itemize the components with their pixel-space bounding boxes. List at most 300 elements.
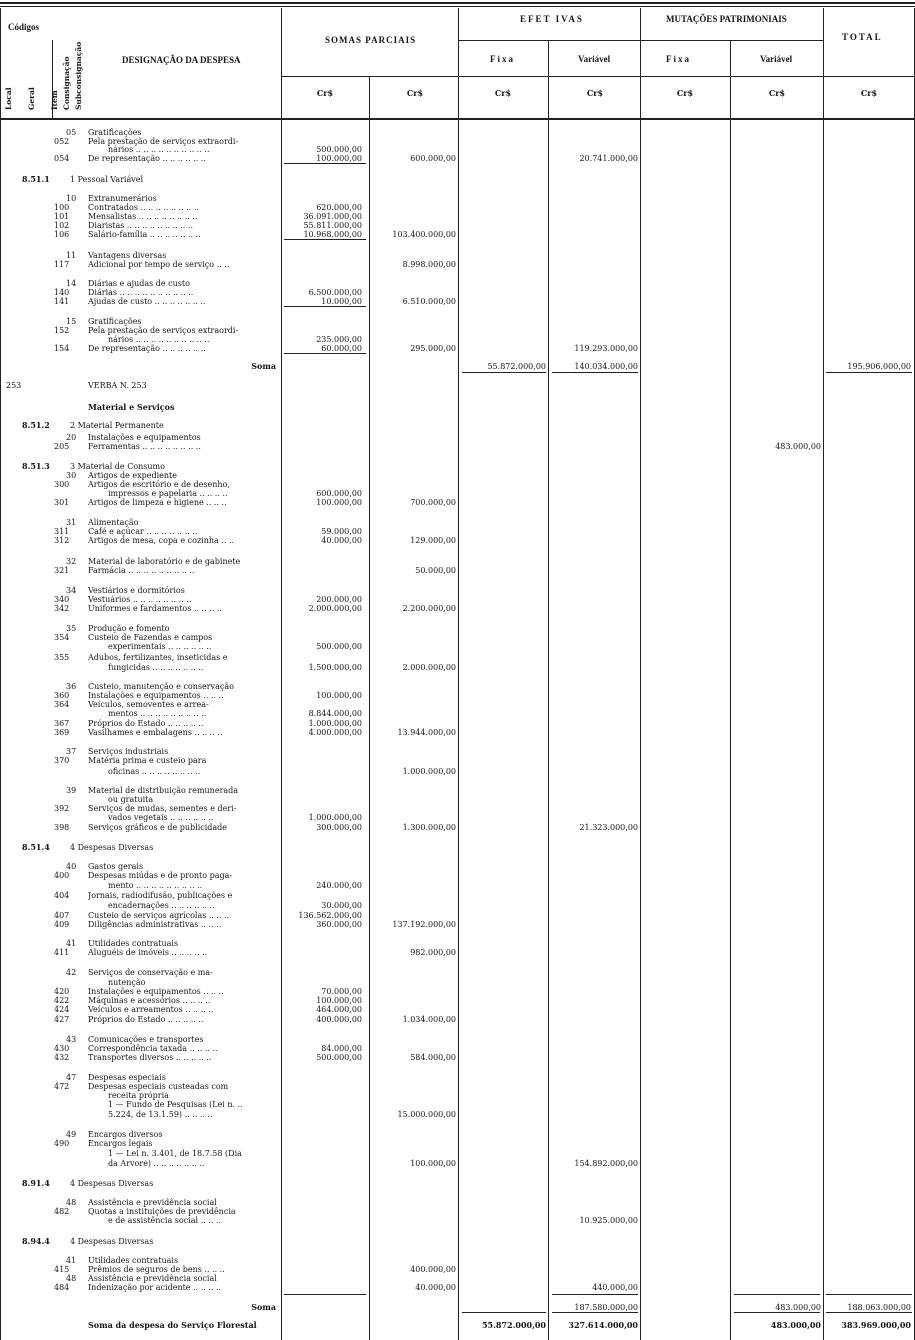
value-sp2: 584.000,00 <box>410 1053 456 1062</box>
value-sp1: 235.000,00 <box>316 335 362 344</box>
table-row <box>0 968 915 977</box>
row-description: Custeio de serviços agrícolas .. .. .. <box>88 911 230 920</box>
value-sp1: 84.000,00 <box>321 1044 362 1053</box>
value-ev: 327.614.000,00 <box>568 1320 638 1330</box>
value-sp1: 600.000,00 <box>316 489 362 498</box>
table-row <box>0 335 915 344</box>
value-sp2: 2.200.000,00 <box>402 604 456 613</box>
row-description: Diárias .. .. .. .. .. .. .. .. .. .. <box>88 288 194 297</box>
table-row <box>0 756 915 765</box>
row-description: encadernações .. .. .. .. .. .. <box>108 901 215 910</box>
row-description: Custeio de Fazendas e campos <box>88 633 213 642</box>
row-code: 409 <box>54 920 70 929</box>
rule-o <box>826 1312 912 1313</box>
row-description: Pela prestação de serviços extraordi- <box>88 326 239 335</box>
subconsignacao-label: Subconsignação <box>74 41 83 110</box>
codigos-label: Códigos <box>8 22 40 32</box>
value-sp1: 464.000,00 <box>316 1005 362 1014</box>
row-code: 8.51.3 <box>22 461 50 471</box>
rule-i <box>552 1294 638 1295</box>
row-description: Produção e fomento <box>88 624 170 633</box>
row-code: 472 <box>54 1082 70 1091</box>
row-code: 8.51.4 <box>22 842 50 852</box>
table-row <box>0 1216 915 1225</box>
row-code: 41 <box>66 939 77 948</box>
value-ev: 440.000,00 <box>592 1283 638 1292</box>
fixa2-label: Fixa <box>666 54 691 64</box>
currency-sp1: Cr$ <box>316 88 334 98</box>
row-code: 14 <box>66 279 77 288</box>
table-row <box>0 326 915 335</box>
row-description: 4 Despesas Diversas <box>70 1179 154 1188</box>
table-row <box>0 804 915 813</box>
row-code: 36 <box>66 682 77 691</box>
value-sp1: 60.000,00 <box>321 344 362 353</box>
row-description: Serviços gráficos e de publicidade <box>88 823 228 832</box>
table-row <box>0 489 915 498</box>
row-code: 40 <box>66 862 77 871</box>
table-row <box>0 901 915 910</box>
item-label: Item <box>50 90 59 110</box>
row-code: 420 <box>54 987 70 996</box>
table-row <box>0 1073 915 1082</box>
top-rule-2 <box>0 6 915 7</box>
value-sp2: 295.000,00 <box>410 344 456 353</box>
value-ev: 187.580.000,00 <box>574 1303 638 1312</box>
row-code: 47 <box>66 1073 77 1082</box>
table-row <box>0 862 915 871</box>
table-row <box>0 642 915 651</box>
row-code: 35 <box>66 624 77 633</box>
table-row <box>0 1149 915 1158</box>
row-code: 152 <box>54 326 70 335</box>
rule-d <box>284 353 366 354</box>
table-row <box>0 586 915 595</box>
table-row <box>0 442 915 451</box>
value-sp1: 36.091.000,00 <box>303 212 362 221</box>
value-tot: 195.906.000,00 <box>847 362 911 371</box>
row-code: 367 <box>54 719 70 728</box>
row-description: Diaristas .. .. .. .. .. .. .. .. .. <box>88 221 193 230</box>
row-description: Soma <box>251 362 276 371</box>
row-description: Pela prestação de serviços extraordi- <box>88 137 239 146</box>
value-sp2: 8.998.000,00 <box>402 260 456 269</box>
row-description: Vestiários e dormitórios <box>88 586 185 595</box>
row-code: 41 <box>66 1256 77 1265</box>
value-sp2: 700.000,00 <box>410 498 456 507</box>
row-description: Matéria prima e custeio para <box>88 756 207 765</box>
row-code: 490 <box>54 1139 70 1148</box>
table-row <box>0 421 915 430</box>
table-row <box>0 653 915 662</box>
row-description: Máquinas e acessórios .. .. .. .. <box>88 996 211 1005</box>
row-code: 101 <box>54 212 70 221</box>
value-sp1: 200.000,00 <box>316 595 362 604</box>
row-code: 140 <box>54 288 70 297</box>
row-description: ou gratuita <box>108 795 154 804</box>
row-description: Instalações e equipamentos .. .. .. <box>88 691 224 700</box>
row-code: 424 <box>54 1005 70 1014</box>
somas-parciais-label: SOMAS PARCIAIS <box>325 35 417 45</box>
value-sp2: 100.000,00 <box>410 1159 456 1168</box>
table-row <box>0 230 915 239</box>
row-description: Ajudas de custo .. .. .. .. .. .. .. <box>88 297 206 306</box>
row-code: 43 <box>66 1035 77 1044</box>
row-description: Gastos gerais <box>88 862 144 871</box>
variavel-label: Variável <box>578 54 611 64</box>
row-description: Instalações e equipamentos <box>88 433 201 442</box>
row-description: nários .. .. .. .. .. .. .. .. .. .. <box>108 145 210 154</box>
table-row <box>0 823 915 832</box>
value-sp1: 4.000.000,00 <box>308 728 362 737</box>
rule-e <box>462 372 546 373</box>
value-sp1: 10.000,00 <box>321 297 362 306</box>
table-row <box>0 221 915 230</box>
row-code: 321 <box>54 566 70 575</box>
table-row <box>0 128 915 137</box>
value-ev: 119.293.000,00 <box>574 344 638 353</box>
row-code: 49 <box>66 1130 77 1139</box>
row-code: 300 <box>54 480 70 489</box>
value-sp2: 982.000,00 <box>410 948 456 957</box>
row-code: 154 <box>54 344 70 353</box>
row-description: e de assistência social .. .. .. <box>108 1216 221 1225</box>
row-description: Transportes diversos .. .. .. .. .. <box>88 1053 212 1062</box>
row-description: impressos e papelaria .. .. .. .. <box>108 489 228 498</box>
row-description: Salário-família .. .. .. .. .. .. .. <box>88 230 201 239</box>
row-code: 100 <box>54 203 70 212</box>
row-code: 205 <box>54 442 70 451</box>
row-description: mentos .. .. .. .. .. .. .. .. .. <box>108 709 207 718</box>
row-description: Próprios do Estado .. .. .. .. .. <box>88 719 204 728</box>
row-description: nutenção <box>108 978 146 987</box>
row-code: 20 <box>66 433 77 442</box>
table-row <box>0 939 915 948</box>
table-row <box>0 1110 915 1119</box>
currency-ef: Cr$ <box>494 88 512 98</box>
row-description: VERBA N. 253 <box>88 381 147 390</box>
table-row <box>0 881 915 890</box>
efetivas-label: EFET IVAS <box>520 14 584 24</box>
row-code: 15 <box>66 317 77 326</box>
table-row <box>0 1321 915 1330</box>
value-sp1: 100.000,00 <box>316 691 362 700</box>
row-description: Jornais, radiodifusão, publicações e <box>88 891 233 900</box>
row-description: Serviços de conservação e ma- <box>88 968 213 977</box>
table-row <box>0 624 915 633</box>
value-sp2: 1.300.000,00 <box>402 823 456 832</box>
value-sp2: 400.000,00 <box>410 1265 456 1274</box>
row-description: Instalações e equipamentos .. .. .. <box>88 987 224 996</box>
table-row <box>0 996 915 1005</box>
row-code: 30 <box>66 471 77 480</box>
row-description: Gratificações <box>88 128 142 137</box>
table-row <box>0 1237 915 1246</box>
row-description: Encargos diversos <box>88 1130 163 1139</box>
row-description: Assistência e previdência social <box>88 1274 217 1283</box>
row-description: Vestuários .. .. .. .. .. .. .. .. <box>88 595 192 604</box>
row-description: Utilidades contratuais <box>88 939 179 948</box>
row-description: Custeio, manutenção e conservação <box>88 682 234 691</box>
value-sp2: 2.000.000,00 <box>402 663 456 672</box>
row-description: Contratados .. .. .. .. .. .. .. .. <box>88 203 199 212</box>
table-row <box>0 920 915 929</box>
row-description: Assistência e previdência social <box>88 1198 217 1207</box>
table-row <box>0 462 915 471</box>
table-row <box>0 362 915 371</box>
row-code: 398 <box>54 823 70 832</box>
table-row <box>0 251 915 260</box>
header-rule-3 <box>0 118 915 120</box>
row-code: 340 <box>54 595 70 604</box>
row-description: Material de distribuição remunerada <box>88 786 239 795</box>
table-row <box>0 682 915 691</box>
table-row <box>0 1198 915 1207</box>
row-code: 05 <box>66 128 77 137</box>
table-row <box>0 403 915 412</box>
table-row <box>0 518 915 527</box>
value-sp1: 10.968.000,00 <box>303 230 362 239</box>
table-row <box>0 433 915 442</box>
row-description: 5.224, de 13.1.59) .. .. .. .. <box>108 1110 213 1119</box>
value-sp1: 620.000,00 <box>316 203 362 212</box>
value-sp1: 40.000,00 <box>321 536 362 545</box>
row-code: 369 <box>54 728 70 737</box>
row-code: 8.91.4 <box>22 1178 50 1188</box>
table-row <box>0 279 915 288</box>
row-description: experimentais .. .. .. .. .. .. <box>108 642 212 651</box>
value-sp1: 500.000,00 <box>316 145 362 154</box>
rule-h <box>284 1294 366 1295</box>
row-description: Farmácia .. .. .. .. .. .. .. .. .. <box>88 566 195 575</box>
row-code: 48 <box>66 1198 77 1207</box>
value-sp1: 136.562.000,00 <box>298 911 362 920</box>
row-code: 411 <box>54 948 70 957</box>
row-code: 11 <box>66 251 77 260</box>
value-ev: 20.741.000,00 <box>579 154 638 163</box>
value-sp1: 100.000,00 <box>316 498 362 507</box>
table-row <box>0 700 915 709</box>
table-row <box>0 987 915 996</box>
table-row <box>0 480 915 489</box>
table-row <box>0 1303 915 1312</box>
value-sp1: 6.500.000,00 <box>308 288 362 297</box>
table-row <box>0 471 915 480</box>
row-description: receita própria <box>108 1091 169 1100</box>
row-code: 404 <box>54 891 70 900</box>
table-row <box>0 344 915 353</box>
row-description: Gratificações <box>88 317 142 326</box>
value-sp1: 8.844.000,00 <box>308 709 362 718</box>
row-description: Serviços de mudas, sementes e deri- <box>88 804 237 813</box>
row-code: 342 <box>54 604 70 613</box>
value-sp2: 40.000,00 <box>415 1283 456 1292</box>
mutacoes-label: MUTAÇÕES PATRIMONIAIS <box>666 14 787 24</box>
value-sp1: 100.000,00 <box>316 154 362 163</box>
row-description: Prêmios de seguros de bens .. .. .. <box>88 1265 225 1274</box>
row-description: 4 Despesas Diversas <box>70 1237 154 1246</box>
row-description: Próprios do Estado .. .. .. .. .. <box>88 1015 204 1024</box>
table-row <box>0 175 915 184</box>
row-description: Veículos, semoventes e arrea- <box>88 700 209 709</box>
row-description: Serviços industriais <box>88 747 169 756</box>
row-code: 355 <box>54 653 70 662</box>
table-row <box>0 566 915 575</box>
row-description: Material e Serviços <box>88 403 175 412</box>
value-sp1: 500.000,00 <box>316 642 362 651</box>
value-tot: 383.969.000,00 <box>841 1320 911 1330</box>
table-row <box>0 1179 915 1188</box>
row-description: mento .. .. .. .. .. .. .. .. .. <box>108 881 203 890</box>
value-sp2: 600.000,00 <box>410 154 456 163</box>
value-sp2: 129.000,00 <box>410 536 456 545</box>
rule-n <box>734 1312 820 1313</box>
row-code: 052 <box>54 137 70 146</box>
row-code: 400 <box>54 871 70 880</box>
currency-mf: Cr$ <box>676 88 694 98</box>
table-row <box>0 1283 915 1292</box>
row-code: 10 <box>66 194 77 203</box>
row-code: 482 <box>54 1207 70 1216</box>
value-sp2: 15.000.000,00 <box>397 1110 456 1119</box>
table-row <box>0 1035 915 1044</box>
top-rule <box>0 2 915 4</box>
value-ef: 55.872.000,00 <box>481 1320 546 1330</box>
row-description: Utilidades contratuais <box>88 1256 179 1265</box>
rule-a <box>284 163 366 164</box>
row-code: 8.51.2 <box>22 420 50 430</box>
row-description: Comunicações e transportes <box>88 1035 204 1044</box>
row-description: da Árvore) .. .. .. .. .. .. .. <box>108 1159 205 1168</box>
row-code: 37 <box>66 747 77 756</box>
table-row <box>0 1053 915 1062</box>
row-description: Material de laboratório e de gabinete <box>88 557 241 566</box>
row-description: Soma <box>251 1303 276 1312</box>
rule-f <box>552 372 638 373</box>
value-ev: 140.034.000,00 <box>574 362 638 371</box>
row-code: 415 <box>54 1265 70 1274</box>
value-tot: 188.063.000,00 <box>847 1303 911 1312</box>
rule-m <box>552 1312 638 1313</box>
variavel2-label: Variável <box>760 54 793 64</box>
row-description: De representação .. .. .. .. .. .. <box>88 344 206 353</box>
table-row <box>0 212 915 221</box>
row-code: 8.94.4 <box>22 1236 50 1246</box>
row-description: Quotas a instituições de previdência <box>88 1207 236 1216</box>
table-row <box>0 194 915 203</box>
row-code: 392 <box>54 804 70 813</box>
table-row <box>0 719 915 728</box>
row-description: Diárias e ajudas de custo <box>88 279 190 288</box>
value-sp1: 360.000,00 <box>316 920 362 929</box>
value-sp1: 2.000.000,00 <box>308 604 362 613</box>
table-row <box>0 1256 915 1265</box>
value-sp1: 300.000,00 <box>316 823 362 832</box>
table-row <box>0 633 915 642</box>
table-row <box>0 1265 915 1274</box>
row-description: Ferramentas .. .. .. .. .. .. .. .. <box>88 442 201 451</box>
row-description: Vantagens diversas <box>88 251 167 260</box>
row-code: 42 <box>66 968 77 977</box>
header-rule-2 <box>281 76 914 77</box>
value-mv: 483.000,00 <box>775 1303 821 1312</box>
table-row <box>0 786 915 795</box>
value-sp1: 100.000,00 <box>316 996 362 1005</box>
table-row <box>0 536 915 545</box>
table-row <box>0 260 915 269</box>
table-row <box>0 317 915 326</box>
row-description: Veículos e arreamentos .. .. .. .. <box>88 1005 214 1014</box>
row-code: 48 <box>66 1274 77 1283</box>
value-ev: 10.925.000,00 <box>579 1216 638 1225</box>
row-code: 370 <box>54 756 70 765</box>
row-description: vados vegetais .. .. .. .. .. .. <box>108 813 214 822</box>
table-row <box>0 843 915 852</box>
table-row <box>0 1082 915 1091</box>
row-code: 32 <box>66 557 77 566</box>
table-row <box>0 891 915 900</box>
table-row <box>0 709 915 718</box>
table-row <box>0 381 915 390</box>
value-sp2: 6.510.000,00 <box>402 297 456 306</box>
row-description: Adubos, fertilizantes, inseticidas e <box>88 653 228 662</box>
table-row <box>0 1100 915 1109</box>
value-sp2: 50.000,00 <box>415 566 456 575</box>
row-code: 311 <box>54 527 70 536</box>
value-ev: 21.323.000,00 <box>579 823 638 832</box>
value-sp1: 1.000.000,00 <box>308 813 362 822</box>
rule-b <box>284 239 366 240</box>
row-description: Extranumerários <box>88 194 157 203</box>
table-row <box>0 728 915 737</box>
rule-k <box>826 1294 912 1295</box>
value-mv: 483.000,00 <box>770 1320 821 1330</box>
row-description: oficinas .. .. .. .. .. .. .. .. <box>108 767 201 776</box>
table-row <box>0 795 915 804</box>
row-code: 312 <box>54 536 70 545</box>
row-description: Diligências administrativas .. .. .. <box>88 920 222 929</box>
row-description: Uniformes e fardamentos .. .. .. .. <box>88 604 222 613</box>
table-row <box>0 1044 915 1053</box>
row-code: 31 <box>66 518 77 527</box>
value-sp1: 500.000,00 <box>316 1053 362 1062</box>
value-sp1: 1.000.000,00 <box>308 719 362 728</box>
consignacao-label: Consignação <box>62 56 71 110</box>
row-description: 1 — Lei n. 3.401, de 18.7.58 (Dia <box>108 1149 242 1158</box>
rule-l <box>462 1312 546 1313</box>
row-code: 102 <box>54 221 70 230</box>
row-description: Despesas especiais custeadas com <box>88 1082 229 1091</box>
table-row <box>0 871 915 880</box>
table-row <box>0 663 915 672</box>
row-code: 141 <box>54 297 70 306</box>
row-description: De representação .. .. .. .. .. .. <box>88 154 206 163</box>
row-code: 054 <box>54 154 70 163</box>
row-description: Aluguéis de imóveis .. .. .. .. .. <box>88 948 208 957</box>
row-description: Indenização por acidente .. .. .. .. <box>88 1283 222 1292</box>
rule-c <box>284 306 366 307</box>
row-code: 432 <box>54 1053 70 1062</box>
table-row <box>0 1130 915 1139</box>
designacao-label: DESIGNAÇÃO DA DESPESA <box>122 55 241 65</box>
currency-tot: Cr$ <box>860 88 878 98</box>
table-row <box>0 1207 915 1216</box>
value-sp2: 137.192.000,00 <box>392 920 456 929</box>
row-code: 117 <box>54 260 70 269</box>
table-row <box>0 948 915 957</box>
row-code: 484 <box>54 1283 70 1292</box>
table-row <box>0 813 915 822</box>
